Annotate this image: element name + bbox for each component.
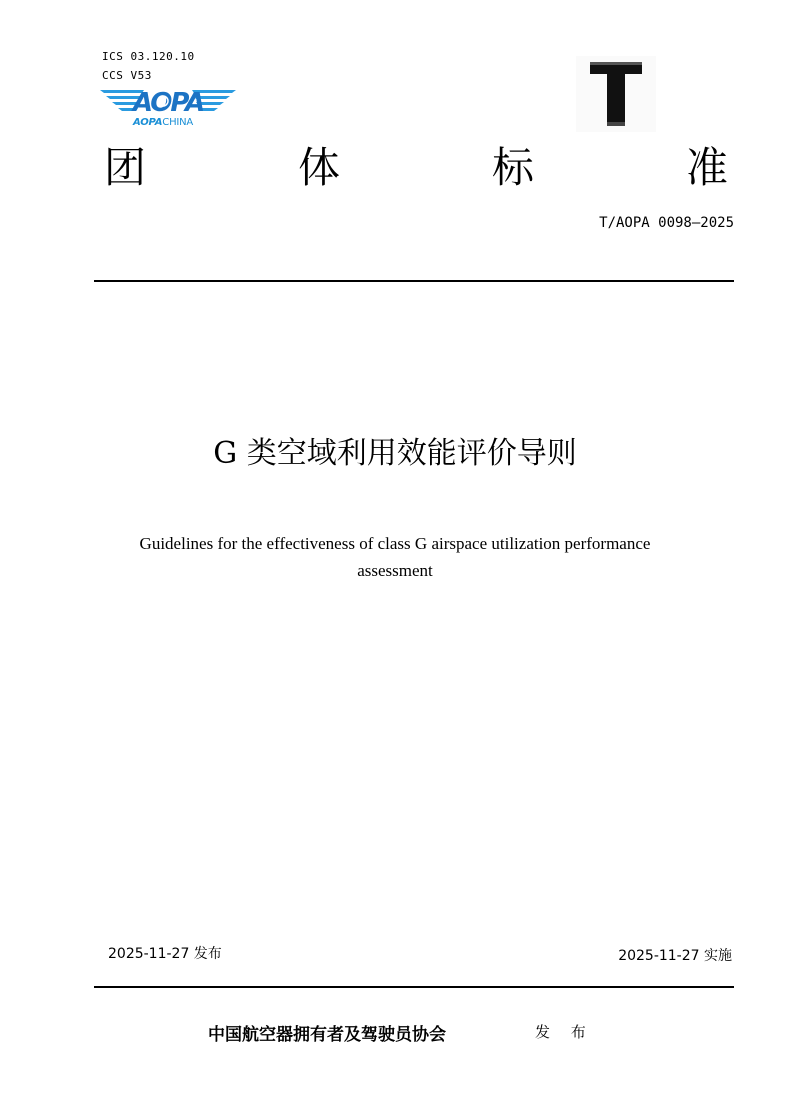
title-char: 体 (297, 143, 340, 192)
publisher-name: 中国航空器拥有者及驾驶员协会 (208, 1025, 446, 1045)
top-divider (94, 280, 734, 282)
logo-subtitle: AOPACHINA (133, 117, 194, 128)
standard-category-title (104, 145, 728, 191)
standard-number: T/AOPA 0098—2025 (599, 215, 734, 231)
standard-type-mark (576, 56, 656, 132)
bottom-divider (94, 986, 734, 988)
ics-code: ICS 03.120.10 (102, 50, 195, 63)
document-title-cn: G 类空域利用效能评价导则 (213, 436, 577, 471)
document-title-en: Guidelines for the effectiveness of class G airspace utilization performance assessment (139, 534, 651, 580)
issue-date: 2025-11-27 发布 (108, 946, 222, 962)
title-char: 团 (104, 143, 147, 192)
title-char: 标 (491, 143, 534, 192)
publish-label: 发 布 (535, 1023, 594, 1041)
title-char: 准 (685, 143, 728, 192)
implementation-date: 2025-11-27 实施 (618, 948, 732, 964)
svg-text:AOPA: AOPA (132, 88, 204, 118)
ccs-code: CCS V53 (102, 69, 152, 82)
